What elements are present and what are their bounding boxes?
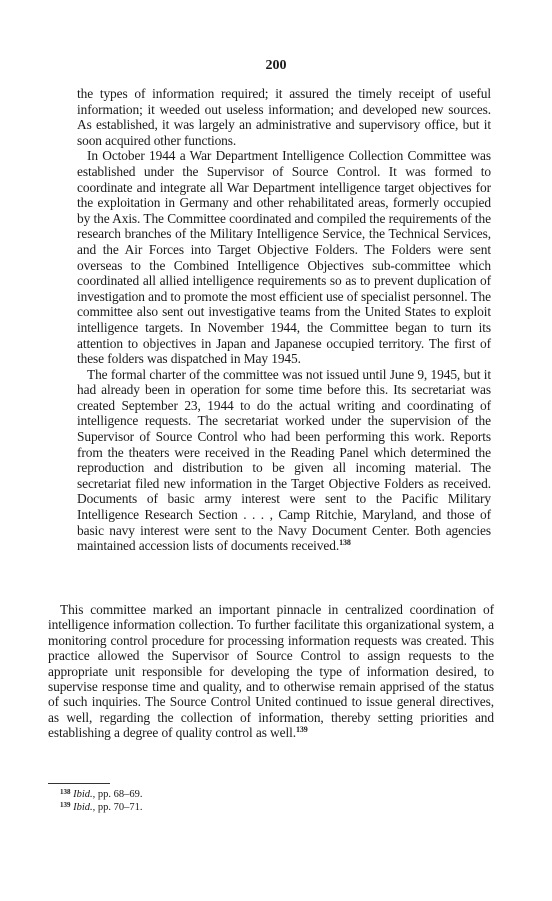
footnote-ref: Ibid.,	[73, 789, 96, 800]
footnote-marker-139[interactable]: 139	[295, 725, 308, 735]
footnote-139	[60, 801, 360, 814]
page-number: 200	[265, 58, 287, 73]
body-text	[48, 602, 494, 741]
block-quote	[77, 86, 491, 554]
footnote-divider	[48, 783, 110, 784]
quote-paragraph-2-text: In October 1944 a War Department Intelligence Collection Committee was established under the Supervisor of Source Control. It was formed to coordinate and integrate all War Department intelligence target objectives for the exploitation in Germany and other rehabilitated areas, formerly occupied by the Axis. The Committee coordinated and compiled the requirements of the research branches of the Military Intelligence Service, the Technical Services, and the Air Forces into Target Objective Folders. The Folders were sent overseas to the Combined Intelligence Objectives sub-committee which coordinated all allied intelligence requirements so as to prevent duplication of investigation and to promote the most efficient use of specialist personnel. The committee also sent out investigative teams from the United States to exploit intelligence targets. In November 1944, the Committee began to turn its attention to objectives in Japan and Japanese occupied territory. The first of these folders was dispatched in May 1945.	[77, 148, 491, 367]
body-paragraph	[48, 602, 494, 741]
quote-paragraph-1	[77, 86, 491, 148]
footnote-138	[60, 788, 360, 801]
footnote-marker-138[interactable]: 138	[339, 538, 351, 548]
quote-paragraph-3-text: The formal charter of the committee was not issued until June 9, 1945, but it had already been in operation for some time before this. Its secretariat was created September 23, 1944 to do the actual writing and coordinating of intelligence requests. The secretariat worked under the supervision of the Supervisor of Source Control who had been performing this work. Reports from the theaters were received in the Reading Panel which determined the reproduction and distribution to be given all incoming material. The secretariat filed new information in the Target Objective Folders as received. Documents of basic army interest were sent to the Pacific Military Intelligence Research Section . . . , Camp Ritchie, Maryland, and those of basic navy interest were sent to the Navy Document Center. Both agencies maintained accession lists of documents received.	[77, 366, 491, 554]
footnote-number: 138	[60, 788, 71, 796]
footnote-number: 139	[60, 801, 71, 809]
body-paragraph-text: This committee marked an important pinnacle in centralized coordination of intelligence information collection. To further facilitate this organizational system, a monitoring control procedure for processing information requests was created. This practice allowed the Supervisor of Source Control to assign requests to the appropriate unit responsible for developing the type of information desired, to supervise response time and quality, and to otherwise remain apprised of the status of such inquiries. The Source Control United continued to issue general directives, as well, regarding the collection of information, thereby setting priorities and establishing a degree of quality control as well.	[48, 602, 494, 741]
footnote-ref: Ibid.,	[73, 802, 96, 813]
quote-paragraph-3	[77, 367, 491, 554]
quote-paragraph-2	[77, 148, 491, 366]
quote-paragraph-1-text: the types of information required; it assured the timely receipt of useful information; it weeded out useless information; and developed new sources. As established, it was largely an administrative and supervisory office, but it soon acquired other functions.	[77, 86, 491, 148]
footnote-pages: pp. 70–71.	[97, 802, 143, 813]
footnotes	[60, 788, 360, 814]
footnote-pages: pp. 68–69.	[97, 789, 143, 800]
